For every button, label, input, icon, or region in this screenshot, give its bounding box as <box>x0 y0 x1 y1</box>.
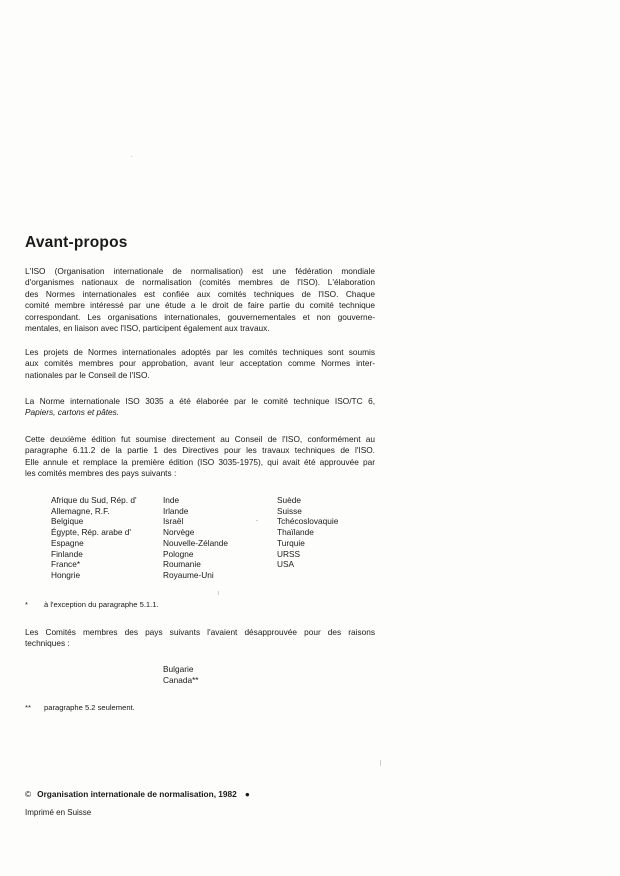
text-line: Les Comités membres des pays suivants l'avaient désapprouvée pour des raisons <box>25 627 375 637</box>
country-item: Afrique du Sud, Rép. d' <box>51 495 137 505</box>
text-line: La Norme internationale ISO 3035 a été élaborée par le comité technique ISO/TC 6, <box>25 396 375 406</box>
country-item: Israël <box>163 516 184 527</box>
paragraph-standard-origin <box>25 396 375 419</box>
footnote-mark: * <box>25 600 28 609</box>
approving-countries-column-1 <box>51 495 137 581</box>
country-item: Inde <box>163 495 180 505</box>
country-item: Royaume-Uni <box>163 569 214 580</box>
text-line: paragraphe 6.11.2 de la partie 1 des Directives pour les travaux techniques de l'ISO. <box>25 445 375 456</box>
scan-speck <box>218 591 219 595</box>
approving-countries-column-2 <box>163 495 228 581</box>
text-line: les comités membres des pays suivants : <box>25 468 177 479</box>
footnote-text: à l'exception du paragraphe 5.1.1. <box>44 600 159 609</box>
paragraph-iso-intro <box>25 266 375 334</box>
country-item: Belgique <box>51 516 84 527</box>
paragraph-edition-history <box>25 434 375 480</box>
text-line: d'organismes nationaux de normalisation (comités membres de l'ISO). L'élaboration <box>25 277 375 288</box>
country-item: Allemagne, R.F. <box>51 505 110 516</box>
copyright-line <box>25 789 250 799</box>
country-item: Pologne <box>163 548 194 559</box>
text-line: correspondant. Les organisations internationales, gouvernementales et non gouverne- <box>25 311 375 322</box>
country-item: Égypte, Rép. arabe d' <box>51 527 131 538</box>
text-line: L'ISO (Organisation internationale de normalisation) est une fédération mondiale <box>25 266 375 276</box>
country-item: Canada** <box>163 674 199 685</box>
country-item: Bulgarie <box>163 664 194 674</box>
country-item: Finlande <box>51 548 83 559</box>
text-line: Elle annule et remplace la première édition (ISO 3035-1975), qui avait été approuvée par <box>25 456 375 467</box>
footnote-mark: ** <box>25 703 31 712</box>
text-line: aux comités membres pour approbation, avant leur acceptation comme Normes inter- <box>25 358 375 369</box>
country-item: USA <box>277 559 295 570</box>
copyright-text: Organisation internationale de normalisation, 1982 <box>37 789 237 799</box>
footnote-text: paragraphe 5.2 seulement. <box>44 703 135 712</box>
approving-countries-column-3 <box>277 495 338 570</box>
bullet-icon: ● <box>244 789 250 799</box>
country-item: Irlande <box>163 505 189 516</box>
country-item: URSS <box>277 548 301 559</box>
country-item: Hongrie <box>51 569 81 580</box>
text-line: Cette deuxième édition fut soumise directement au Conseil de l'ISO, conformément au <box>25 434 375 444</box>
country-item: Norvège <box>163 527 195 538</box>
printed-in: Imprimé en Suisse <box>25 808 92 817</box>
country-item: Espagne <box>51 537 84 548</box>
text-line: Les projets de Normes internationales adoptés par les comités techniques sont soumis <box>25 347 375 357</box>
disapproving-countries-list <box>163 664 199 685</box>
text-line: mentales, en liaison avec l'ISO, participent également aux travaux. <box>25 323 270 334</box>
country-item: Suède <box>277 495 301 505</box>
country-item: Turquie <box>277 537 305 548</box>
text-line: nationales par le Conseil de l'ISO. <box>25 369 150 380</box>
scan-speck <box>380 760 381 766</box>
country-item: Tchécoslovaquie <box>277 516 339 527</box>
text-line: comité membre intéressé par une étude a le droit de faire partie du comité technique <box>25 300 375 311</box>
scan-speck <box>131 156 132 157</box>
copyright-icon: © <box>25 789 32 799</box>
footnote-canada <box>25 703 135 713</box>
text-line: des Normes internationales est confiée aux comités techniques de l'ISO. Chaque <box>25 288 375 299</box>
scan-speck <box>256 520 258 521</box>
page-title: Avant-propos <box>25 234 128 251</box>
paragraph-approval-process <box>25 347 375 381</box>
country-item: Roumanie <box>163 559 201 570</box>
paragraph-disapproval <box>25 627 375 650</box>
committee-title: Papiers, cartons et pâtes. <box>25 407 120 418</box>
country-item: France* <box>51 559 81 570</box>
country-item: Thaïlande <box>277 527 314 538</box>
country-item: Suisse <box>277 505 302 516</box>
country-item: Nouvelle-Zélande <box>163 537 229 548</box>
footnote-france <box>25 600 159 610</box>
text-line: techniques : <box>25 638 70 649</box>
